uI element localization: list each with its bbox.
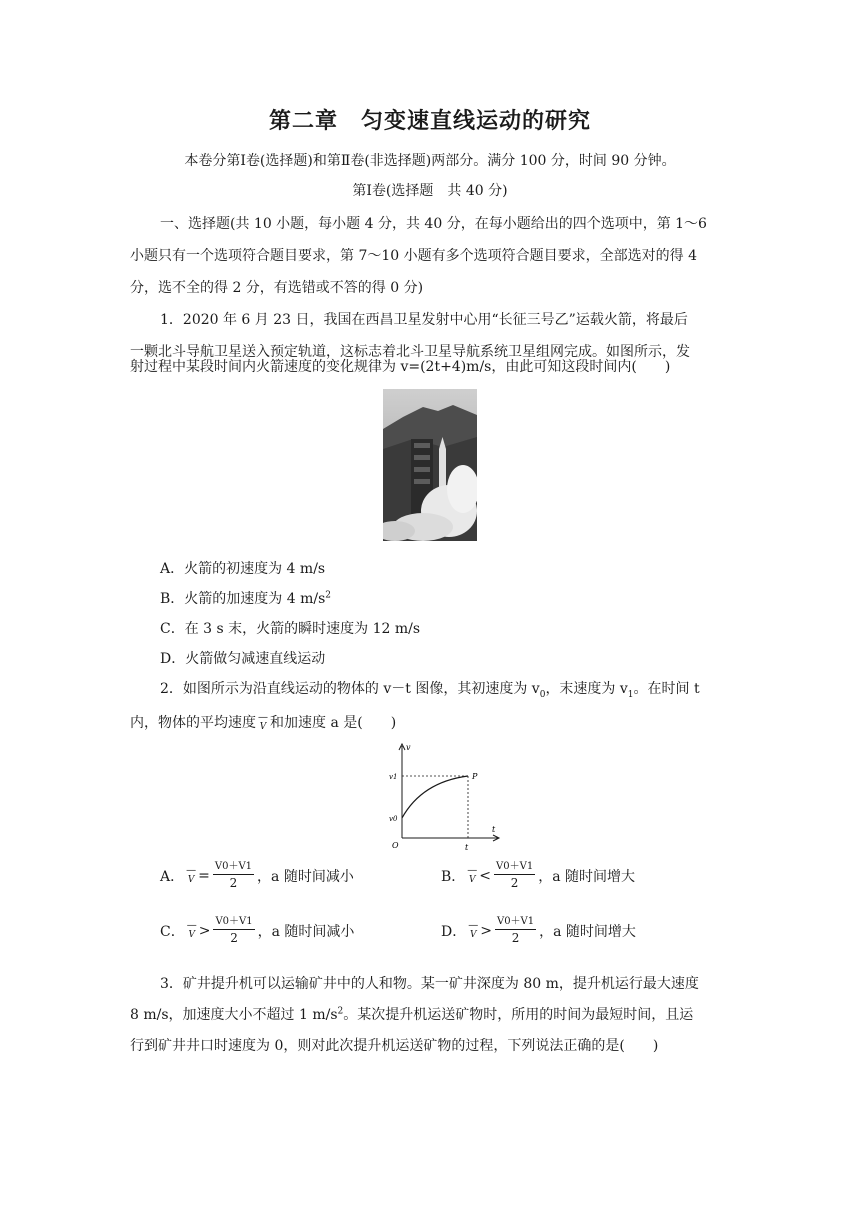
- v1-label: v1: [389, 773, 398, 781]
- q1-text: 射过程中某段时间内火箭速度的变化规律为 v=(2t+4)m/s，由此可知这段时间内( ): [130, 359, 671, 375]
- point-p-label: P: [472, 772, 478, 781]
- q2-option-b: B． — V < $\frac{V0+V1}{2}$ ，a 随时间增大: [441, 861, 635, 890]
- q2-option-d: D． — V > $\frac{V0+V1}{2}$ ，a 随时间增大: [441, 916, 636, 945]
- q1-option-c: C．在 3 s 末，火箭的瞬时速度为 12 m/s: [160, 621, 421, 637]
- q2-option-a: A． — V = $\frac{V0+V1}{2}$ ，a 随时间减小: [160, 861, 354, 890]
- q2-text: 内，物体的平均速度 — V 和加速度 a 是( ): [130, 712, 397, 732]
- q3-text: 3．矿井提升机可以运输矿井中的人和物。某一矿井深度为 80 m，提升机运行最大速度: [160, 976, 699, 992]
- q2-option-c: C． — V > $\frac{V0+V1}{2}$ ，a 随时间减小: [160, 916, 355, 945]
- part-heading: 第Ⅰ卷(选择题 共 40 分): [352, 183, 508, 199]
- q3-text: 8 m/s，加速度大小不超过 1 $m/s^2$。某次提升机运送矿物时，所用的时间为最短时间，且运: [130, 1006, 694, 1023]
- v0-label: v0: [389, 815, 398, 823]
- q1-text: 一颗北斗导航卫星送入预定轨道，这标志着北斗卫星导航系统卫星组网完成。如图所示，发: [130, 344, 690, 360]
- origin-label: O: [392, 841, 399, 850]
- rocket-launch-photo: [383, 389, 477, 541]
- q2-text: 2．如图所示为沿直线运动的物体的 v－t 图像，其初速度为 $v_0$，末速度为 $v_1$。在时间 t: [160, 681, 700, 700]
- t-tick-label: t: [465, 843, 469, 852]
- q1-text: 1．2020 年 6 月 23 日，我国在西昌卫星发射中心用“长征三号乙”运载火箭，将最后: [160, 312, 688, 328]
- q3-text: 行到矿井井口时速度为 0，则对此次提升机运送矿物的过程，下列说法正确的是( ): [130, 1038, 659, 1054]
- section-text: 小题只有一个选项符合题目要求，第 7～10 小题有多个选项符合题目要求，全部选对的得 4: [130, 248, 697, 264]
- v-t-graph: [386, 742, 502, 854]
- mean-velocity-symbol: — V: [258, 712, 268, 732]
- t-axis-label: t: [492, 825, 496, 834]
- q1-option-a: A．火箭的初速度为 4 m/s: [160, 561, 326, 577]
- v-axis-label: v: [406, 743, 411, 752]
- page-title: 第二章 匀变速直线运动的研究: [268, 108, 591, 134]
- q1-option-b: B．火箭的加速度为 4 $m/s^2$: [160, 590, 332, 607]
- section-text: 一、选择题(共 10 小题，每小题 4 分，共 40 分，在每小题给出的四个选项中，第 1～6: [160, 216, 707, 232]
- intro-text: 本卷分第Ⅰ卷(选择题)和第Ⅱ卷(非选择题)两部分。满分 100 分，时间 90 分钟。: [184, 153, 676, 169]
- q1-option-d: D．火箭做匀减速直线运动: [160, 651, 326, 667]
- section-text: 分，选不全的得 2 分，有选错或不答的得 0 分): [130, 280, 424, 296]
